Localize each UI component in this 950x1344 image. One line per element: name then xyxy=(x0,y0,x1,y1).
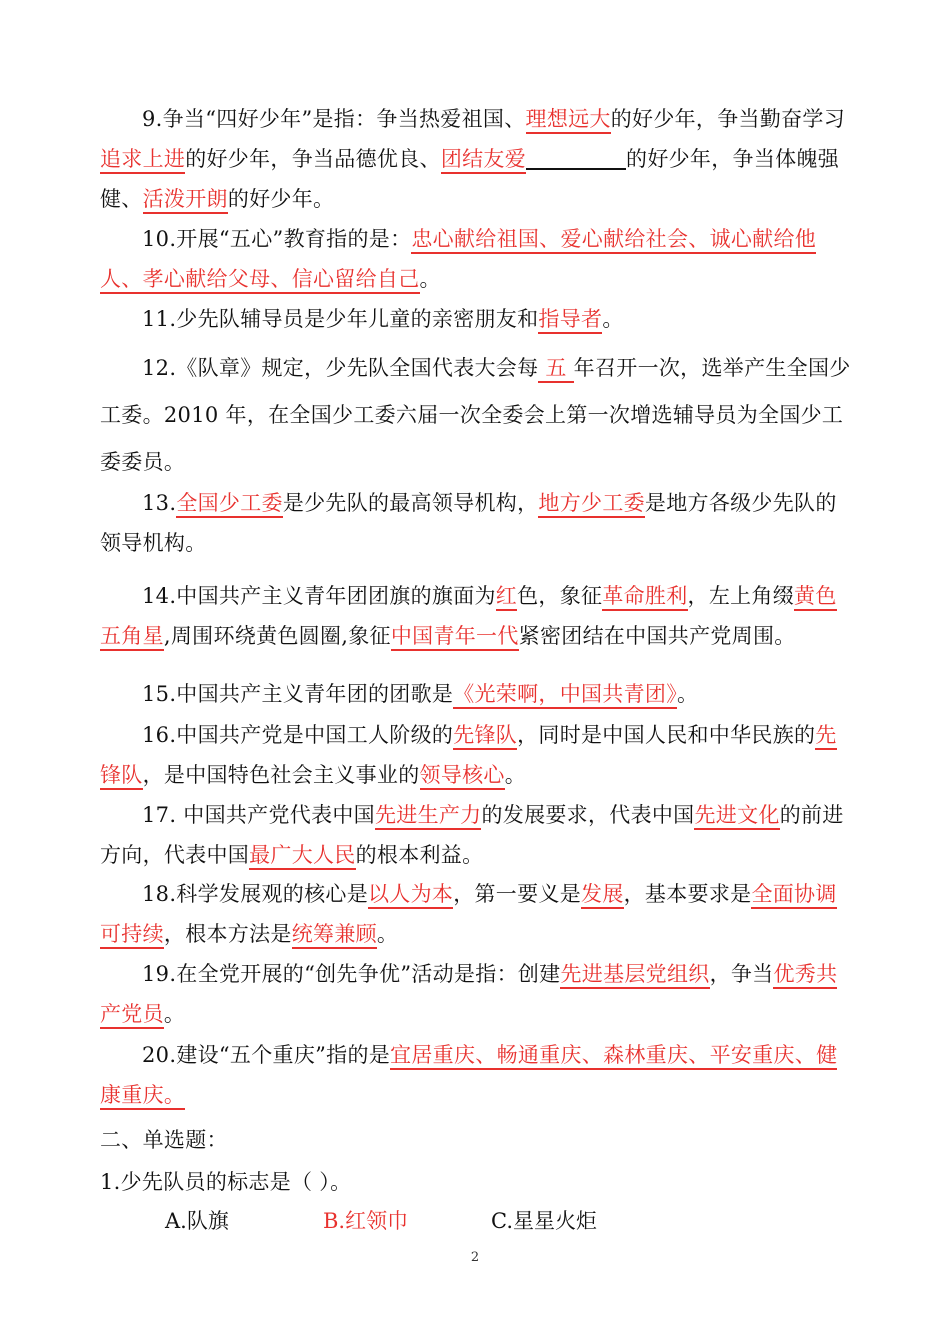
option-a: A.队旗 xyxy=(165,1209,229,1233)
answer-blank: 活泼开朗 xyxy=(143,187,228,214)
answer-blank: 红 xyxy=(496,584,517,611)
option-c: C.星星火炬 xyxy=(491,1209,597,1233)
single-choice-question-1: 1.少先队员的标志是（ ）。 xyxy=(100,1170,352,1194)
answer-blank: 全面协调可持续 xyxy=(100,882,837,949)
answer-blank: 革命胜利 xyxy=(602,584,687,611)
empty-blank xyxy=(526,142,626,170)
answer-blank: 宜居重庆、畅通重庆、森林重庆、平安重庆、健康重庆。 xyxy=(100,1043,837,1110)
question-14: 14.中国共产主义青年团团旗的旗面为红色，象征革命胜利，左上角缀黄色五角星,周围环绕黄色圆圈,象征中国青年一代紧密团结在中国共产党周围。 xyxy=(100,576,852,656)
answer-blank: 五 xyxy=(538,356,573,383)
question-20: 20.建设“五个重庆”指的是宜居重庆、畅通重庆、森林重庆、平安重庆、健康重庆。 xyxy=(100,1035,852,1115)
answer-blank: 先进文化 xyxy=(694,803,779,830)
question-15: 15.中国共产主义青年团的团歌是《光荣啊，中国共青团》。 xyxy=(100,674,852,714)
question-11: 11.少先队辅导员是少年儿童的亲密朋友和指导者。 xyxy=(100,299,852,339)
answer-blank: 统筹兼顾 xyxy=(292,922,377,949)
answer-blank: 最广大人民 xyxy=(249,843,356,870)
question-12: 12.《队章》规定，少先队全国代表大会每 五 年召开一次，选举产生全国少工委。2010 年，在全国少工委六届一次全委会上第一次增选辅导员为全国少工委委员。 xyxy=(100,356,851,474)
question-18: 18.科学发展观的核心是以人为本，第一要义是发展，基本要求是全面协调可持续，根本方法是统筹兼顾。 xyxy=(100,874,852,954)
answer-blank: 《光荣啊，中国共青团》 xyxy=(453,682,677,709)
answer-blank: 以人为本 xyxy=(368,882,453,909)
answer-blank: 领导核心 xyxy=(420,763,505,790)
question-16: 16.中国共产党是中国工人阶级的先锋队，同时是中国人民和中华民族的先锋队，是中国特色社会主义事业的领导核心。 xyxy=(100,715,852,795)
answer-blank: 发展 xyxy=(581,882,624,909)
answer-blank: 黄色五角星 xyxy=(100,584,837,651)
answer-blank: 先锋队 xyxy=(453,723,517,750)
question-9: 9.争当“四好少年”是指：争当热爱祖国、理想远大的好少年，争当勤奋学习追求上进的好少年，争当品德优良、团结友爱 的好少年，争当体魄强健、活泼开朗的好少年。 xyxy=(100,99,852,219)
answer-blank: 先进基层党组织 xyxy=(560,962,709,989)
answer-blank: 追求上进 xyxy=(100,147,185,174)
answer-blank: 中国青年一代 xyxy=(391,624,519,651)
answer-blank: 理想远大 xyxy=(526,107,611,134)
option-b: B.红领巾 xyxy=(323,1209,409,1233)
answer-blank: 地方少工委 xyxy=(538,491,645,518)
answer-blank: 团结友爱 xyxy=(441,147,526,174)
question-13: 13.全国少工委是少先队的最高领导机构，地方少工委是地方各级少先队的领导机构。 xyxy=(100,491,837,555)
answer-blank: 指导者 xyxy=(538,307,602,334)
section-title: 二、单选题： xyxy=(100,1128,228,1152)
answer-blank: 先进生产力 xyxy=(375,803,482,830)
answer-blank: 优秀共产党员 xyxy=(100,962,837,1029)
answer-blank: 先锋队 xyxy=(100,723,837,790)
question-10: 10.开展“五心”教育指的是：忠心献给祖国、爱心献给社会、诚心献给他人、孝心献给父母、信心留给自己。 xyxy=(100,219,852,299)
question-19: 19.在全党开展的“创先争优”活动是指：创建先进基层党组织，争当优秀共产党员。 xyxy=(100,954,852,1034)
answer-blank: 忠心献给祖国、爱心献给社会、诚心献给他人、孝心献给父母、信心留给自己 xyxy=(100,227,816,294)
question-17: 17. 中国共产党代表中国先进生产力的发展要求，代表中国先进文化的前进方向，代表中国最广大人民的根本利益。 xyxy=(100,795,852,875)
page-number: 2 xyxy=(470,1250,480,1265)
answer-blank: 全国少工委 xyxy=(176,491,283,518)
